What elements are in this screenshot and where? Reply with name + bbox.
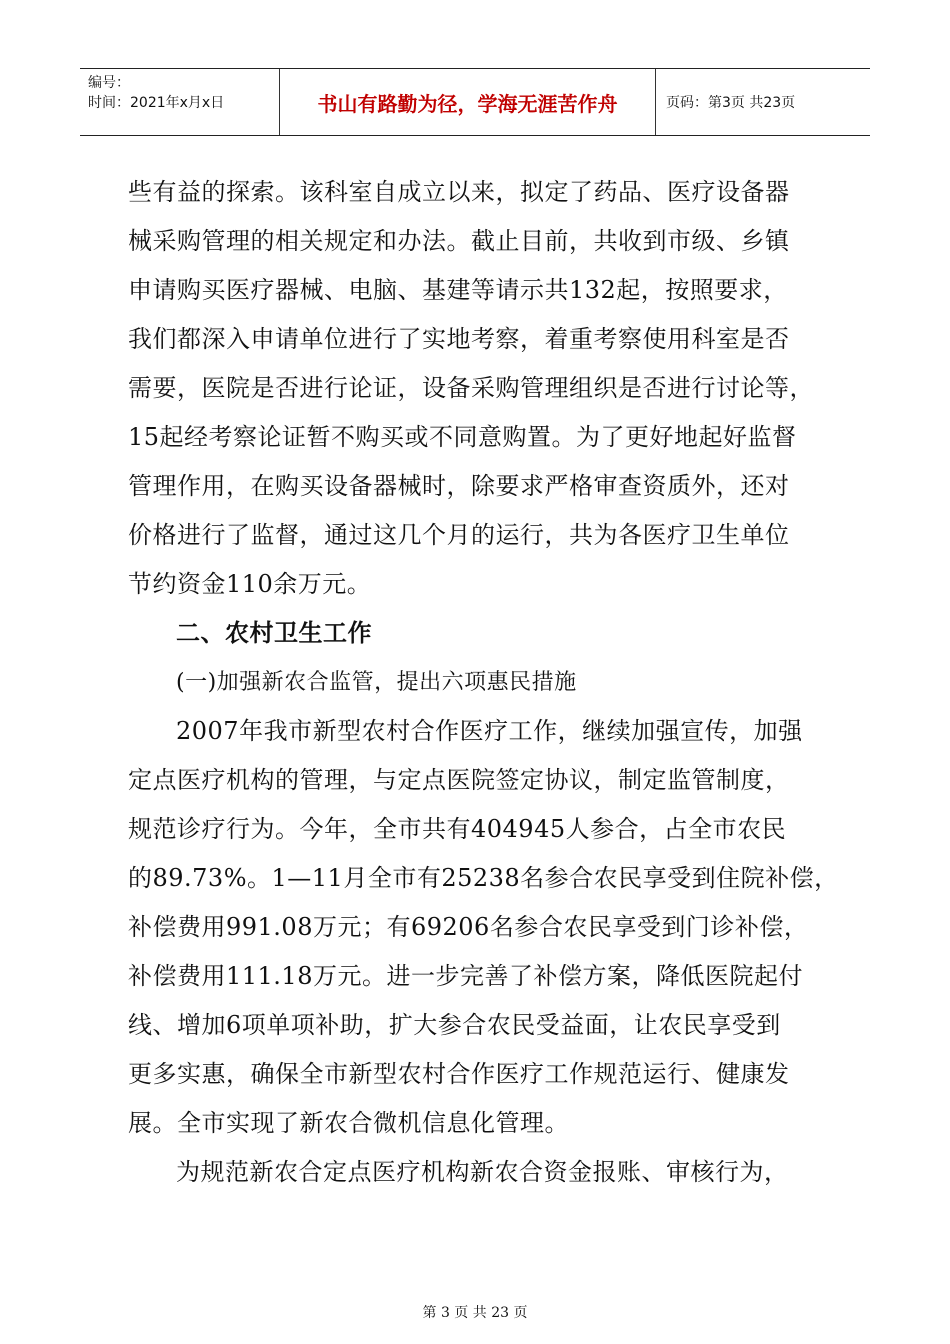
body-line: 些有益的探索。该科室自成立以来，拟定了药品、医疗设备器	[128, 178, 790, 206]
document-body	[128, 168, 839, 1197]
body-line: 我们都深入申请单位进行了实地考察，着重考察使用科室是否	[128, 325, 790, 353]
body-line: 为规范新农合定点医疗机构新农合资金报账、审核行为，	[176, 1158, 789, 1186]
body-line: 管理作用，在购买设备器械时，除要求严格审查资质外，还对	[128, 472, 790, 500]
body-line: 更多实惠，确保全市新型农村合作医疗工作规范运行、健康发	[128, 1060, 790, 1088]
body-line: 展。全市实现了新农合微机信息化管理。	[128, 1109, 569, 1137]
subsection-heading: (一)加强新农合监管，提出六项惠民措施	[176, 670, 577, 695]
document-number-label: 编号：	[88, 75, 130, 91]
body-line: 节约资金110余万元。	[128, 570, 372, 598]
body-line: 需要，医院是否进行论证，设备采购管理组织是否进行讨论等，	[128, 374, 814, 402]
body-line: 械采购管理的相关规定和办法。截止目前，共收到市级、乡镇	[128, 227, 790, 255]
page-header	[80, 68, 870, 136]
body-line: 的89.73%。1—11月全市有25238名参合农民享受到住院补偿，	[128, 864, 839, 892]
body-line: 规范诊疗行为。今年，全市共有404945人参合，占全市农民	[128, 815, 787, 843]
header-page-info: 页码：第3页 共23页	[666, 95, 796, 111]
body-line: 定点医疗机构的管理，与定点医院签定协议，制定监管制度，	[128, 766, 790, 794]
document-date: 时间：2021年x月x日	[88, 95, 225, 111]
section-heading: 二、农村卫生工作	[176, 619, 372, 647]
header-left-cell	[80, 69, 280, 135]
body-line: 补偿费用111.18万元。进一步完善了补偿方案，降低医院起付	[128, 962, 803, 990]
body-line: 申请购买医疗器械、电脑、基建等请示共132起，按照要求，	[128, 276, 788, 304]
body-line: 线、增加6项单项补助，扩大参合农民受益面，让农民享受到	[128, 1011, 781, 1039]
body-line: 2007年我市新型农村合作医疗工作，继续加强宣传，加强	[176, 717, 803, 745]
body-line: 补偿费用991.08万元；有69206名参合农民享受到门诊补偿，	[128, 913, 809, 941]
header-motto: 书山有路勤为径，学海无涯苦作舟	[280, 69, 656, 135]
body-line: 15起经考察论证暂不购买或不同意购置。为了更好地起好监督	[128, 423, 797, 451]
body-line: 价格进行了监督，通过这几个月的运行，共为各医疗卫生单位	[128, 521, 790, 549]
page-footer: 第 3 页 共 23 页	[422, 1305, 528, 1321]
